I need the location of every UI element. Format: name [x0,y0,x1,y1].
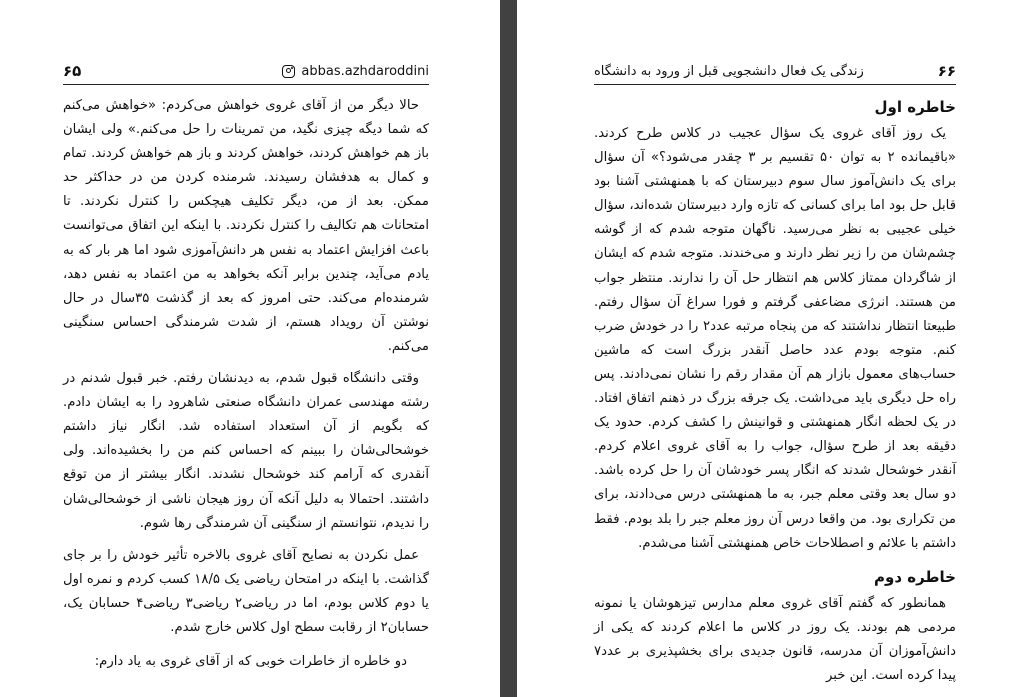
page-number: ۶۵ [63,62,82,80]
left-page-header [63,58,429,85]
handle-text: abbas.azhdaroddini [301,63,429,79]
section-heading: خاطره اول [874,98,956,116]
right-page [517,0,1024,697]
right-page-body [594,96,956,688]
paragraph: دو خاطره از خاطرات خوبی که از آقای غروی به یاد دارم: [94,654,407,670]
paragraph: وقتی دانشگاه قبول شدم، به دیدنشان رفتم. خبر قبول شدنم در رشته مهندسی عمران دانشگاه صنعتی شاهرود را به ایشان دادم. که بگویم از آن استعداد استفاده شد. انگار نیاز داشتم خوشحالی‌شان را ببینم که احساس کنم من را بخشیده‌اند. ولی آنقدری که آرامم کند خوشحال نشدند. انگار بیشتر از من توقع داشتند. احتمالا به دلیل آنکه آن روز هیجان ناشی از خوشحالی‌شان را ندیدم، نتوانستم از سنگینی آن شرمندگی رها شوم. [63,371,429,531]
paragraph: یک روز آقای غروی یک سؤال عجیب در کلاس طرح کردند. «باقیمانده ۲ به توان ۵۰ تقسیم بر ۳ چقدر می‌شود؟» آن سؤال برای یک دانش‌آموز سال سوم دبیرستان که با همنهشتی آشنا بود قابل حل بود اما برای کسانی که تازه وارد دبیرستان شده‌اند، سؤال خیلی عجیبی به نظر می‌رسید. ناگهان متوجه شدم که از گوشه چشم‌شان من را زیر نظر دارند و می‌خندند. متوجه شدم که ایشان از شاگردان ممتاز کلاس هم انتظار حل آن را ندارند. منتظر جواب من هستند. انرژی مضاعفی گرفتم و فورا سراغ آن سؤال رفتم. طبیعتا انتظار نداشتند که من پنجاه مرتبه عدد۲ را در خودش ضرب کنم. متوجه بودم عدد حاصل آنقدر بزرگ است که ماشین حساب‌های معمول بازار هم آن مقدار رقم را نشان نمی‌دادند. پس راه حل دیگری باید می‌داشت. یک جرقه بزرگ در ذهنم اتفاق افتاد. در یک لحظه انگار همنهشتی و قوانینش را کشف کردم. حدود یک دقیقه بعد از طرح سؤال، جواب را به آقای غروی اعلام کردم. آنقدر خوشحال شدند که انگار پسر خودشان آن را حل کرده باشد. دو سال بعد وقتی معلم جبر، به ما همنهشتی درس می‌دادند، برای من تکراری بود. من واقعا درس آن روز معلم جبر را بلد بودم. فقط داشتم با علائم و اصطلاحات خاص همنهشتی آشنا می‌شدم. [594,126,956,551]
paragraph: عمل نکردن به نصایح آقای غروی بالاخره تأثیر خودش را بر جای گذاشت. با اینکه در امتحان ریاضی یک ۱۸/۵ کسب کردم و نمره اول یا دوم کلاس بودم، اما در ریاضی۲ ریاضی۳ ریاضی۴ حسابان یک، حسابان۲ از رقابت سطح اول کلاس خارج شدم. [63,547,429,635]
running-title: زندگی یک فعال دانشجویی قبل از ورود به دانشگاه [594,63,864,79]
left-page-body [63,94,429,674]
left-page [0,0,500,697]
instagram-icon [282,65,295,78]
section-heading: خاطره دوم [874,567,956,586]
instagram-handle [282,64,429,79]
page-number: ۶۶ [937,62,956,80]
paragraph: همانطور که گفتم آقای غروی معلم مدارس تیزهوشان یا نمونه مردمی هم بودند. یک روز در کلاس ما اعلام کردند که یکی از دانش‌آموزان آن مدرسه، قانون جدیدی برای بخشپذیری بر عدد۷ پیدا کرده است. این خبر [594,595,956,683]
right-page-header [594,58,956,85]
paragraph: حالا دیگر من از آقای غروی خواهش می‌کردم: «خواهش می‌کنم که شما دیگه چیزی نگید، من تمرینات را حل می‌کنم.» ولی ایشان باز هم خواهش کردند، خواهش کردند و باز هم خواهش کردند. تمام و کمال به هدفشان رسیدند. شرمنده کردن من در حداکثر حد ممکن. بعد از من، دیگر تکلیف هیچکس را کنترل نکردند. تا امتحانات هم تکالیف را کنترل نکردند. با اینکه این اتفاق می‌توانست باعث افزایش اعتماد به نفس هر دانش‌آموزی شود اما هر بار که به یادم می‌آید، چندین برابر آنکه بخواهد به من اعتماد به نفس دهد، شرمنده‌ام می‌کند. حتی امروز که بعد از گذشت ۳۵سال در حال نوشتن آن رویداد هستم، از شدت شرمندگی احساس سنگینی می‌کنم. [63,98,429,354]
